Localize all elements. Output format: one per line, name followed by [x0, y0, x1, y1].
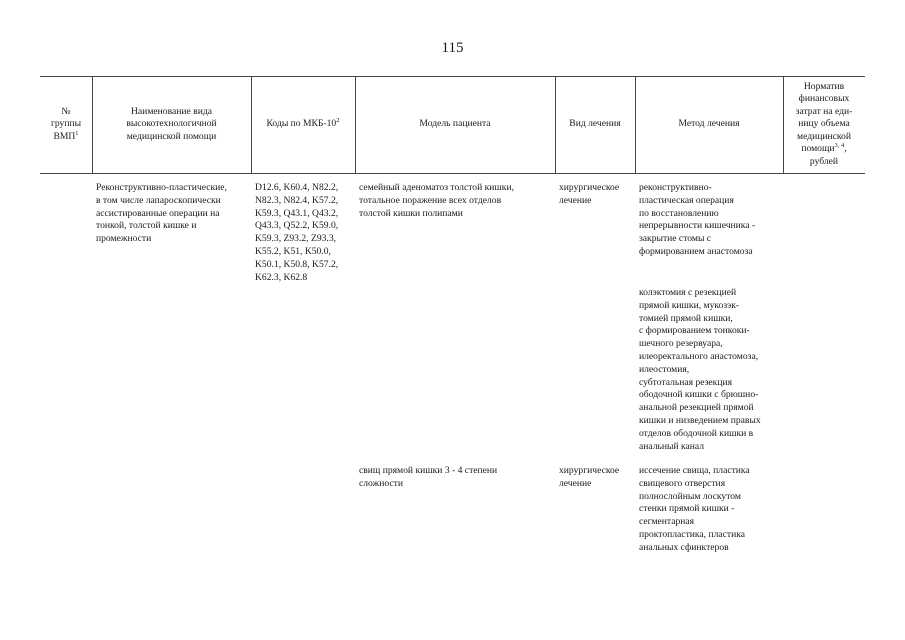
- header-cost-norm-text: Норматив финансовых затрат на еди- ницу объема медицинской помощи: [795, 81, 853, 155]
- header-care-type: [92, 76, 251, 173]
- treatment-method-cell: иссечение свища, пластика свищевого отверстия полнослойным лоскутом стенки прямой кишки - сегментарная проктопластика, пластика анальных сфинктеров: [639, 465, 750, 553]
- header-group-no: [40, 76, 92, 173]
- header-icd-codes: [251, 76, 355, 173]
- page-number: 115: [441, 40, 464, 56]
- patient-model-cell: семейный аденоматоз толстой кишки, тотальное поражение всех отделов толстой кишки полипами: [359, 182, 514, 219]
- header-patient-model-text: Модель пациента: [419, 118, 491, 130]
- header-icd-codes-text: Коды по МКБ-10: [266, 118, 337, 130]
- header-treatment-method-text: Метод лечения: [678, 118, 740, 130]
- header-patient-model: [355, 76, 555, 173]
- patient-model-cell: свищ прямой кишки 3 - 4 степени сложности: [359, 465, 498, 489]
- header-cost-norm-sup: 3, 4: [834, 141, 845, 149]
- treatment-type-cell: хирургическое лечение: [559, 465, 620, 489]
- header-cost-norm-tail: , рублей: [809, 143, 847, 167]
- header-treatment-type: [555, 76, 635, 173]
- header-group-no-sup: 1: [75, 129, 79, 137]
- header-cost-norm: [783, 76, 865, 173]
- treatment-type-cell: хирургическое лечение: [559, 182, 620, 206]
- header-group-no-text: № группы ВМП: [50, 105, 82, 142]
- header-treatment-method: [635, 76, 783, 173]
- care-type-cell: Реконструктивно-пластические, в том числе лапароскопически ассистированные операции на тонкой, толстой кишке и промежности: [96, 182, 227, 245]
- header-icd-codes-sup: 2: [336, 117, 340, 125]
- header-treatment-type-text: Вид лечения: [569, 118, 621, 130]
- treatment-method-cell: колэктомия с резекцией прямой кишки, мукозэк- томией прямой кишки, с формированием тонкоки- шечного резервуара, илеоректального анастомоза, илеостомия, субтотальная резекция ободочной кишки с брюшно- анальной резекцией прямой кишки и низведением правых отделов ободочной кишки в анальный канал: [639, 287, 761, 452]
- treatment-method-cell: реконструктивно- пластическая операция по восстановлению непрерывности кишечника - закрытие стомы с формированием анастомоза: [639, 182, 756, 257]
- header-care-type-text: Наименование вида высокотехнологичной медицинской помощи: [126, 105, 217, 142]
- icd-codes-cell: D12.6, K60.4, N82.2, N82.3, N82.4, K57.2, K59.3, Q43.1, Q43.2, Q43.3, Q52.2, K59.0, K59.3, Z93.2, Z93.3, K55.2, K51, K50.0, K50.1, K50.8, K57.2, K62.3, K62.8: [255, 182, 339, 283]
- header-bottom-rule: [40, 173, 865, 174]
